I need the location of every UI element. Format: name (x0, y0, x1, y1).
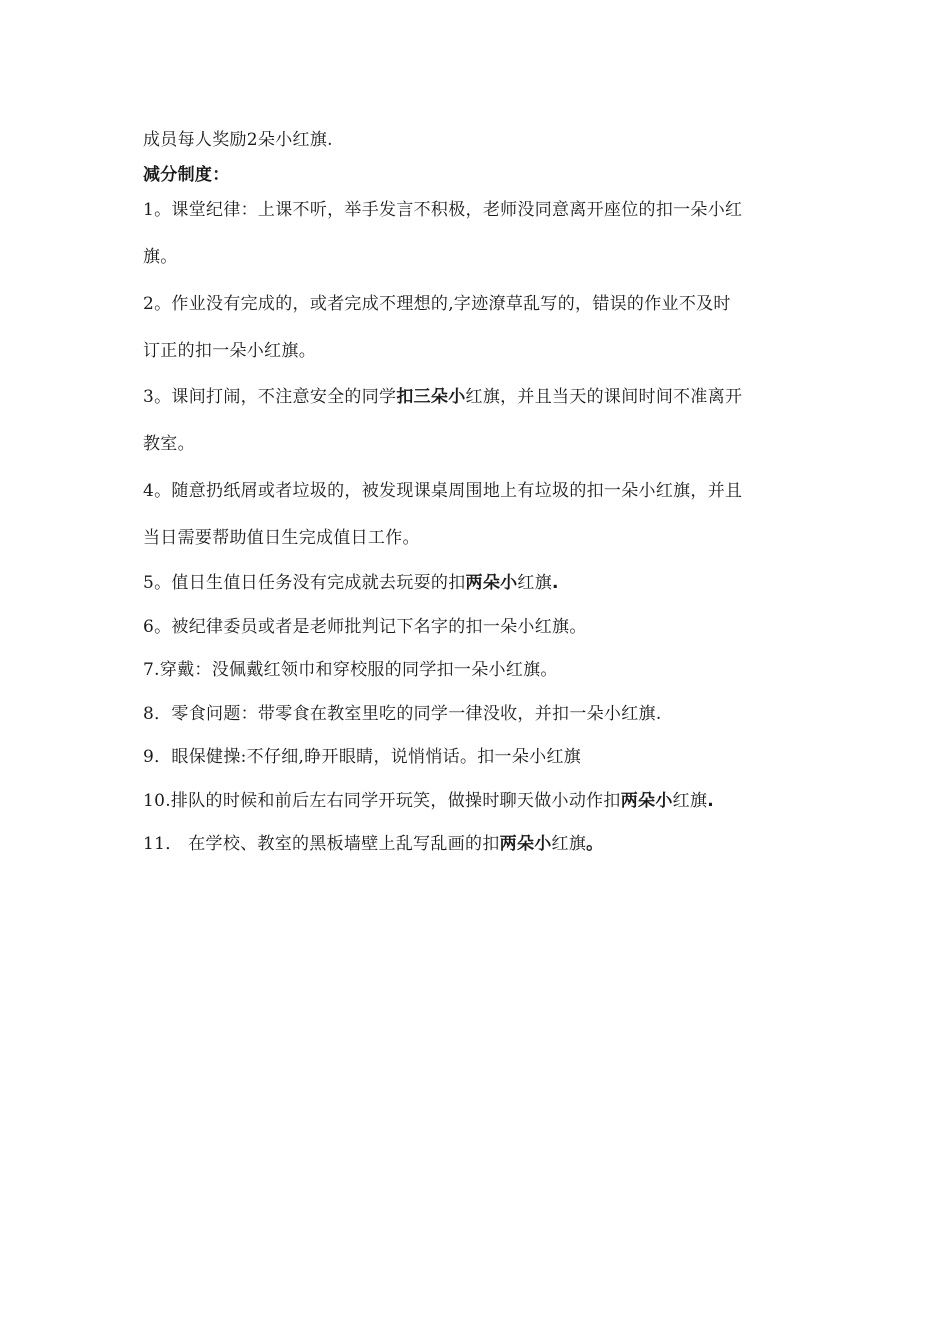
section-title: 减分制度： (143, 165, 230, 185)
rule-10-line (143, 790, 714, 812)
rule-1-line-2: 旗。 (143, 247, 178, 267)
rule-4-line-2: 当日需要帮助值日生完成值日工作。 (143, 528, 420, 548)
rule-5-text-pre: 5。值日生值日任务没有完成就去玩耍的扣 (143, 573, 466, 593)
rule-3-text-pre: 3。课间打闹，不注意安全的同学 (143, 387, 397, 407)
rule-6-line: 6。被纪律委员或者是老师批判记下名字的扣一朵小红旗。 (143, 617, 587, 637)
rule-10-text-pre: 10.排队的时候和前后左右同学开玩笑，做操时聊天做小动作扣 (143, 791, 621, 811)
rule-2-line-1: 2。作业没有完成的，或者完成不理想的,字迹潦草乱写的，错误的作业不及时 (143, 294, 731, 314)
rule-7-line: 7.穿戴：没佩戴红领巾和穿校服的同学扣一朵小红旗。 (143, 660, 558, 680)
rule-3-line-1 (143, 386, 742, 408)
rule-10-text-post: 红旗 (672, 791, 708, 811)
rule-8-line: 8．零食问题：带零食在教室里吃的同学一律没收，并扣一朵小红旗. (143, 704, 662, 724)
rule-4-line-1: 4。随意扔纸屑或者垃圾的，被发现课桌周围地上有垃圾的扣一朵小红旗，并且 (143, 481, 743, 501)
rule-3-bold-penalty: 扣三朵小 (396, 387, 466, 407)
rule-3-line-2: 教室。 (143, 434, 195, 454)
rule-3-text-post: 红旗，并且当天的课间时间不准离开 (465, 387, 743, 407)
rule-5-tail: . (552, 573, 559, 593)
rule-10-tail: . (707, 791, 715, 811)
rule-5-bold-penalty: 两朵小 (465, 573, 518, 593)
intro-line: 成员每人奖励2朵小红旗. (143, 130, 333, 150)
rule-5-text-post: 红旗 (517, 573, 553, 593)
rule-5-line (143, 572, 559, 594)
rule-11-text-post: 红旗 (551, 834, 587, 854)
rule-2-line-2: 订正的扣一朵小红旗。 (143, 341, 316, 361)
rule-1-line-1: 1。课堂纪律：上课不听，举手发言不积极，老师没同意离开座位的扣一朵小红 (143, 200, 743, 220)
rule-9-line: 9．眼保健操:不仔细,睁开眼睛，说悄悄话。扣一朵小红旗 (143, 747, 582, 767)
rule-11-line (143, 833, 603, 855)
rule-11-text-pre: 11． 在学校、教室的黑板墙壁上乱写乱画的扣 (143, 834, 500, 854)
rule-11-tail: 。 (586, 834, 604, 854)
rule-10-bold-penalty: 两朵小 (620, 791, 673, 811)
rule-11-bold-penalty: 两朵小 (499, 834, 552, 854)
